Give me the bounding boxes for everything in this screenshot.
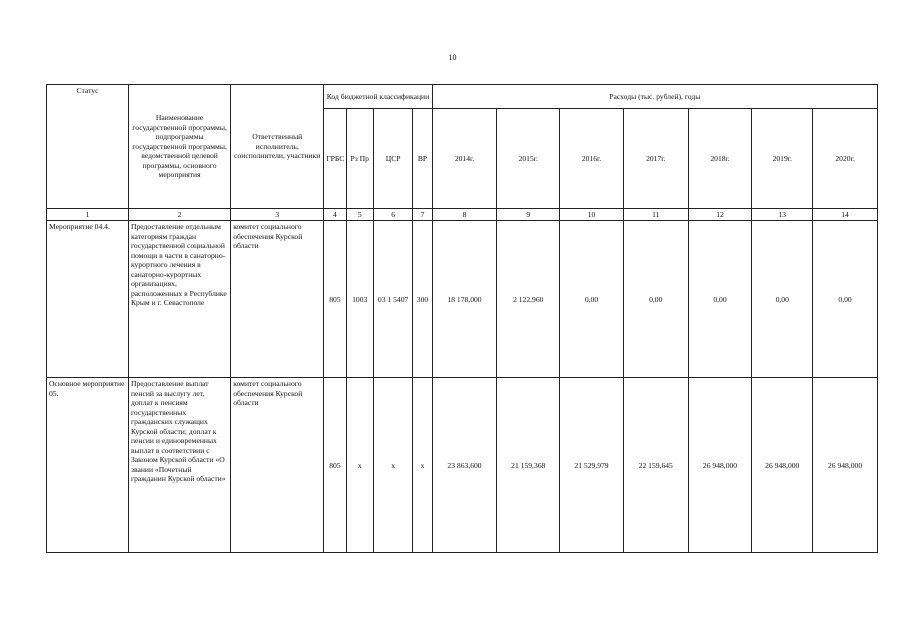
column-number: 1 — [47, 209, 129, 221]
header-year: 2017г. — [623, 109, 688, 209]
row-value: 0,00 — [560, 221, 624, 378]
header-year: 2016г. — [560, 109, 624, 209]
header-status: Статус — [47, 85, 129, 209]
row-value: 23 863,600 — [432, 378, 497, 553]
header-grbs: ГРБС — [324, 109, 346, 209]
row-value: 21 529,979 — [560, 378, 624, 553]
header-year: 2018г. — [688, 109, 752, 209]
row-csr: х — [373, 378, 412, 553]
header-responsible: Ответственный исполнитель, соисполнители, участники — [231, 85, 324, 209]
column-number: 2 — [128, 209, 230, 221]
row-vr: 300 — [413, 221, 432, 378]
column-number: 12 — [688, 209, 752, 221]
column-number-row — [47, 209, 878, 221]
row-responsible: комитет социального обеспечения Курской области — [231, 221, 324, 378]
row-name: Предоставление выплат пенсий за выслугу лет, доплат к пенсиям государственных гражданских служащих Курской области; доплат к пенсии и единовременных выплат в соответствии с Законом Курской области «О звании «Почетный гражданин Курской области» — [128, 378, 230, 553]
row-value: 26 948,000 — [688, 378, 752, 553]
column-number: 3 — [231, 209, 324, 221]
row-grbs: 805 — [324, 378, 346, 553]
row-value: 0,00 — [752, 221, 813, 378]
header-rz-pr: Рз Пр — [346, 109, 373, 209]
header-vr: ВР — [413, 109, 432, 209]
column-number: 5 — [346, 209, 373, 221]
row-name: Предоставление отдельным категориям граждан государственной социальной помощи в части в санаторно-курортного лечения в санаторно-курортных организациях, расположенных в Республике Крым и г. Севастополе — [128, 221, 230, 378]
column-number: 11 — [623, 209, 688, 221]
table-row — [47, 221, 878, 378]
column-number: 10 — [560, 209, 624, 221]
header-row-1 — [47, 85, 878, 109]
row-value: 0,00 — [813, 221, 878, 378]
row-value: 21 159,368 — [497, 378, 560, 553]
row-vr: х — [413, 378, 432, 553]
column-number: 8 — [432, 209, 497, 221]
header-year: 2020г. — [813, 109, 878, 209]
row-value: 26 948,000 — [813, 378, 878, 553]
row-rz-pr: х — [346, 378, 373, 553]
row-value: 18 178,000 — [432, 221, 497, 378]
row-responsible: комитет социального обеспечения Курской области — [231, 378, 324, 553]
table-row — [47, 378, 878, 553]
column-number: 14 — [813, 209, 878, 221]
column-number: 7 — [413, 209, 432, 221]
row-value: 0,00 — [688, 221, 752, 378]
header-csr: ЦСР — [373, 109, 412, 209]
row-value: 22 159,645 — [623, 378, 688, 553]
column-number: 9 — [497, 209, 560, 221]
row-value: 2 122,960 — [497, 221, 560, 378]
page-number: 10 — [448, 53, 457, 62]
row-value: 0,00 — [623, 221, 688, 378]
header-expenses: Расходы (тыс. рублей), годы — [432, 85, 877, 109]
header-year: 2019г. — [752, 109, 813, 209]
row-grbs: 805 — [324, 221, 346, 378]
header-year: 2015г. — [497, 109, 560, 209]
budget-table — [46, 84, 878, 553]
column-number: 4 — [324, 209, 346, 221]
header-year: 2014г. — [432, 109, 497, 209]
header-budget-code: Код бюджетной классификации — [324, 85, 432, 109]
row-status: Основное мероприятие 05. — [47, 378, 129, 553]
column-number: 13 — [752, 209, 813, 221]
row-csr: 03 1 5407 — [373, 221, 412, 378]
header-name: Наименование государственной программы, подпрограммы государственной программы, ведомственной целевой программы, основного мероприятия — [128, 85, 230, 209]
row-value: 26 948,000 — [752, 378, 813, 553]
row-rz-pr: 1003 — [346, 221, 373, 378]
column-number: 6 — [373, 209, 412, 221]
row-status: Мероприятие 04.4. — [47, 221, 129, 378]
